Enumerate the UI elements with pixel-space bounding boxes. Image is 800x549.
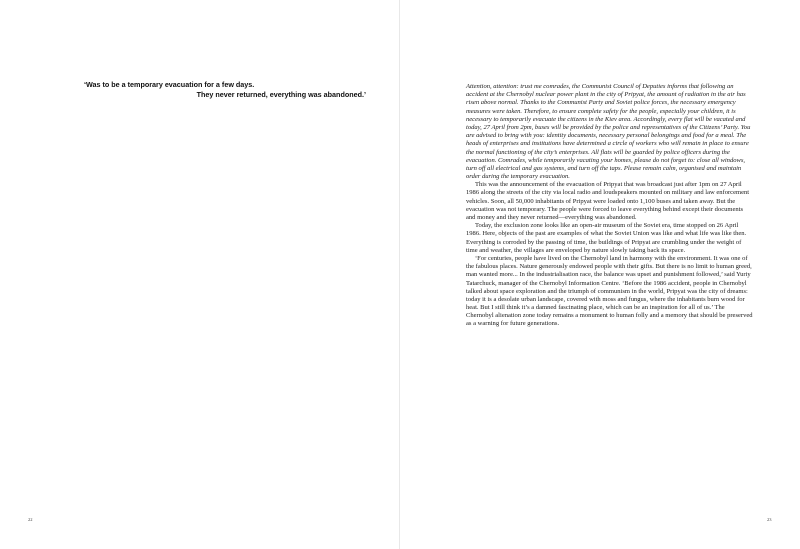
page-number-right: 23 <box>767 517 772 522</box>
body-paragraph: This was the announcement of the evacuation of Pripyat that was broadcast just after 1pm on 27 April 1986 along the streets of the city via local radio and loudspeakers mounted on military and law enforcement vehicles. Soon, all 50,000 inhabitants of Pripyat were loaded onto 1,100 buses and taken away. But the evacuation was not temporary. The people were forced to leave everything behind except their documents and money and they never returned—everything was abandoned. <box>466 181 750 221</box>
pull-quote-line-2: They never returned, everything was abandoned.’ <box>196 90 366 99</box>
pull-quote <box>84 80 374 100</box>
pull-quote-line-1: ‘Was to be a temporary evacuation for a few days. <box>84 80 255 89</box>
evacuation-announcement: Attention, attention: trust me comrades, the Communist Council of Deputies informs that following an accident at the Chernobyl nuclear power plant in the city of Pripyat, the amount of radiation in the air has risen above normal. Thanks to the Communist Party and Soviet police forces, the necessary emergency measures were taken. Therefore, to ensure complete safety for the people, especially your children, it is necessary to temporarily evacuate the citizens in the Kiev area. Accordingly, every flat will be vacated and today, 27 April from 2pm, buses will be provided by the police and representatives of the Citizens’ Party. You are advised to bring with you: identity documents, necessary personal belongings and food for a meal. The heads of enterprises and institutions have determined a circle of workers who will remain in place to ensure the normal functioning of the city’s enterprises. All flats will be guarded by police officers during the evacuation. Comrades, while temporarily vacating your homes, please do not forget to: close all windows, turn off all electrical and gas systems, and turn off the taps. Please remain calm, organised and maintain order during the temporary evacuation. <box>466 83 751 181</box>
body-paragraph: Today, the exclusion zone looks like an open-air museum of the Soviet era, time stopped on 26 April 1986. Here, objects of the past are examples of what the Soviet Union was like and what life was like then. Everything is corroded by the passing of time, the buildings of Pripyat are crumbling under the weight of time and weather, the villages are enveloped by nature slowly taking back its space. <box>466 222 747 254</box>
page-number-left: 22 <box>28 517 33 522</box>
right-page <box>400 0 800 549</box>
body-text <box>466 83 753 329</box>
body-paragraph: ‘For centuries, people have lived on the Chernobyl land in harmony with the environment. It was one of the fabulous places. Nature generously endowed people with their gifts. But there is no limit to human greed, man wanted more... In the industrialisation race, the balance was upset and punishment followed,’ said Yuriy Tatarchuck, manager of the Chernobyl Information Centre. ‘Before the 1986 accident, people in Chernobyl talked about space exploration and the triumph of communism in the world, Pripyat was the city of dreams: today it is a desolate urban landscape, covered with moss and fungus, where the inhabitants burn wood for heat. But I still think it’s a damned fascinating place, which can be an inspiration for all of us.’ The Chernobyl alienation zone today remains a monument to human folly and a memory that should be preserved as a warning for future generations. <box>466 254 753 328</box>
